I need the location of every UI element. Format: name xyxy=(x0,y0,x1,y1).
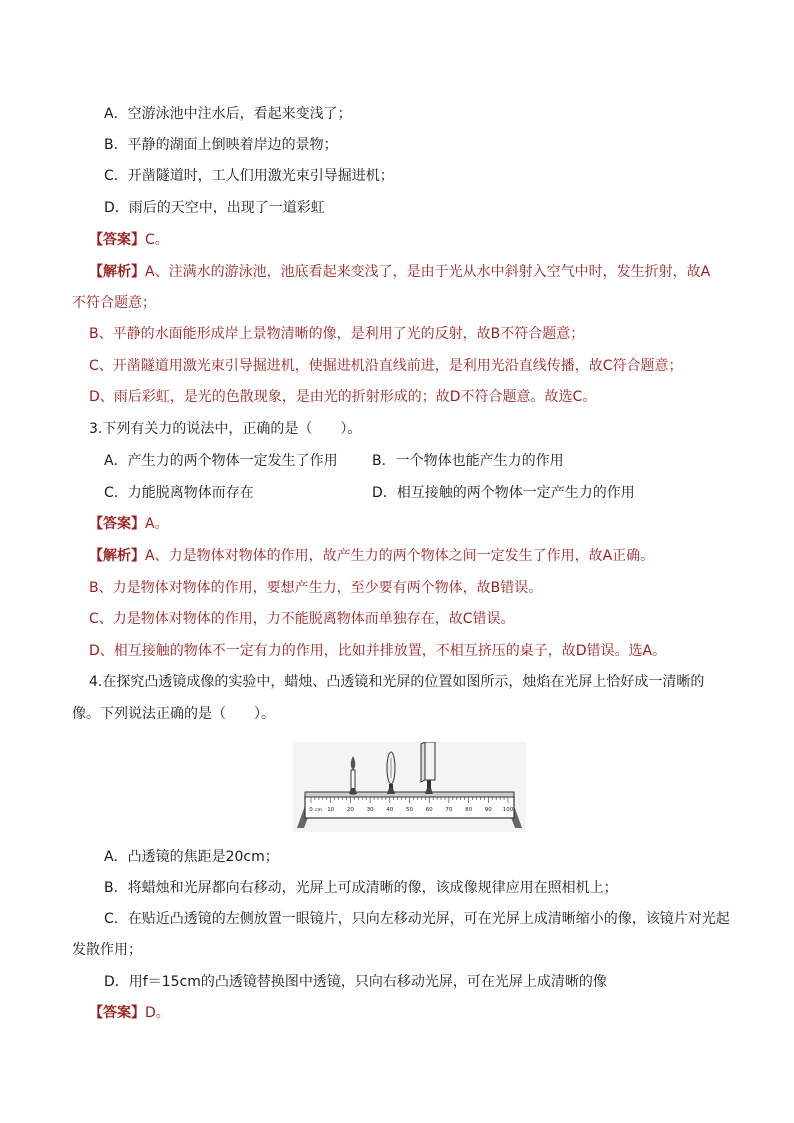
analysis-line-d: D、雨后彩虹，是光的色散现象，是由光的折射形成的；故D不符合题意。故选C。 xyxy=(89,389,597,405)
analysis-line-c: C、开凿隧道用激光束引导掘进机，使掘进机沿直线前进，是利用光沿直线传播，故C符合题意； xyxy=(89,358,683,374)
ruler-tick-label: 100 xyxy=(502,807,514,813)
option-c: C．开凿隧道时，工人们用激光束引导掘进机； xyxy=(104,168,394,184)
question-4-stem-line2: 像。下列说法正确的是（ ）。 xyxy=(72,706,275,722)
ruler-tick-label: 70 xyxy=(445,807,453,813)
ruler-tick-label: 40 xyxy=(386,807,394,813)
option-b: B．平静的湖面上倒映着岸边的景物； xyxy=(104,137,338,153)
ruler-tick-label: 90 xyxy=(484,807,492,813)
question-4-stem-line1: 4.在探究凸透镜成像的实验中，蜡烛、凸透镜和光屏的位置如图所示，烛焰在光屏上恰好成一清晰的 xyxy=(89,674,705,690)
answer-tag: 【答案】 xyxy=(89,232,145,248)
q3-analysis-b: B、力是物体对物体的作用，要想产生力，至少要有两个物体，故B错误。 xyxy=(89,580,543,596)
q4-answer-text: D。 xyxy=(145,1005,170,1021)
candle-holder xyxy=(349,788,357,794)
q3-analysis-a xyxy=(89,546,654,566)
analysis-line-a-cont: 不符合题意； xyxy=(72,295,156,311)
analysis-line-b: B、平静的水面能形成岸上景物清晰的像，是利用了光的反射，故B不符合题意； xyxy=(89,326,585,342)
q3-option-a: A．产生力的两个物体一定发生了作用 xyxy=(104,453,338,469)
q3-option-b: B．一个物体也能产生力的作用 xyxy=(372,453,564,469)
q3-answer-text: A。 xyxy=(145,516,169,532)
q4-option-c-line2: 发散作用； xyxy=(72,942,142,958)
analysis-line-a xyxy=(89,262,710,282)
optical-bench-svg xyxy=(293,742,526,832)
analysis-tag: 【解析】 xyxy=(89,264,145,280)
option-a: A．空游泳池中注水后，看起来变浅了； xyxy=(104,106,352,122)
q3-option-c: C．力能脱离物体而存在 xyxy=(104,485,254,501)
q4-answer-tag: 【答案】 xyxy=(89,1005,145,1021)
candle-flame xyxy=(351,756,356,770)
q4-option-a: A．凸透镜的焦距是20cm； xyxy=(104,849,279,865)
ruler-rail xyxy=(305,792,514,797)
option-d: D．雨后的天空中，出现了一道彩虹 xyxy=(104,200,325,216)
q4-option-b: B．将蜡烛和光屏都向右移动，光屏上可成清晰的像，该成像规律应用在照相机上； xyxy=(104,880,618,896)
ruler-tick-label: 80 xyxy=(465,807,473,813)
light-screen xyxy=(425,742,435,780)
answer-line xyxy=(89,230,169,250)
ruler-tick-label: 20 xyxy=(346,807,354,813)
analysis-text: A、注满水的游泳池，池底看起来变浅了，是由于光从水中斜射入空气中时，发生折射，故A xyxy=(145,264,711,280)
screen-holder xyxy=(425,788,433,794)
question-3-stem: 3.下列有关力的说法中，正确的是（ ）。 xyxy=(89,421,362,437)
answer-text: C。 xyxy=(145,232,169,248)
q4-option-d: D．用f＝15cm的凸透镜替换图中透镜，只向右移动光屏，可在光屏上成清晰的像 xyxy=(104,974,607,990)
light-screen-side xyxy=(421,742,425,782)
q3-analysis-a-text: A、力是物体对物体的作用，故产生力的两个物体之间一定发生了作用，故A正确。 xyxy=(145,548,655,564)
q3-answer-line xyxy=(89,514,169,534)
q3-answer-tag: 【答案】 xyxy=(89,516,145,532)
q3-analysis-c: C、力是物体对物体的作用，力不能脱离物体而单独存在，故C错误。 xyxy=(89,611,515,627)
q3-analysis-tag: 【解析】 xyxy=(89,548,145,564)
optical-bench-figure xyxy=(293,742,526,832)
ruler-tick-label: 60 xyxy=(425,807,433,813)
q4-option-c-line1: C．在贴近凸透镜的左侧放置一眼镜片，只向左移动光屏，可在光屏上成清晰缩小的像，该镜片对光起 xyxy=(104,911,730,927)
lens-holder xyxy=(387,788,395,794)
ruler-tick-label: 50 xyxy=(406,807,413,813)
ruler-tick-label: 30 xyxy=(366,807,374,813)
ruler-tick-label: 10 xyxy=(327,807,335,813)
ruler-unit: cm xyxy=(315,808,322,813)
ruler-tick-label: 0 xyxy=(309,807,313,813)
q3-option-d: D．相互接触的两个物体一定产生力的作用 xyxy=(372,485,635,501)
q3-analysis-d: D、相互接触的物体不一定有力的作用，比如并排放置，不相互挤压的桌子，故D错误。选A。 xyxy=(89,643,667,659)
q4-answer-line xyxy=(89,1003,170,1023)
